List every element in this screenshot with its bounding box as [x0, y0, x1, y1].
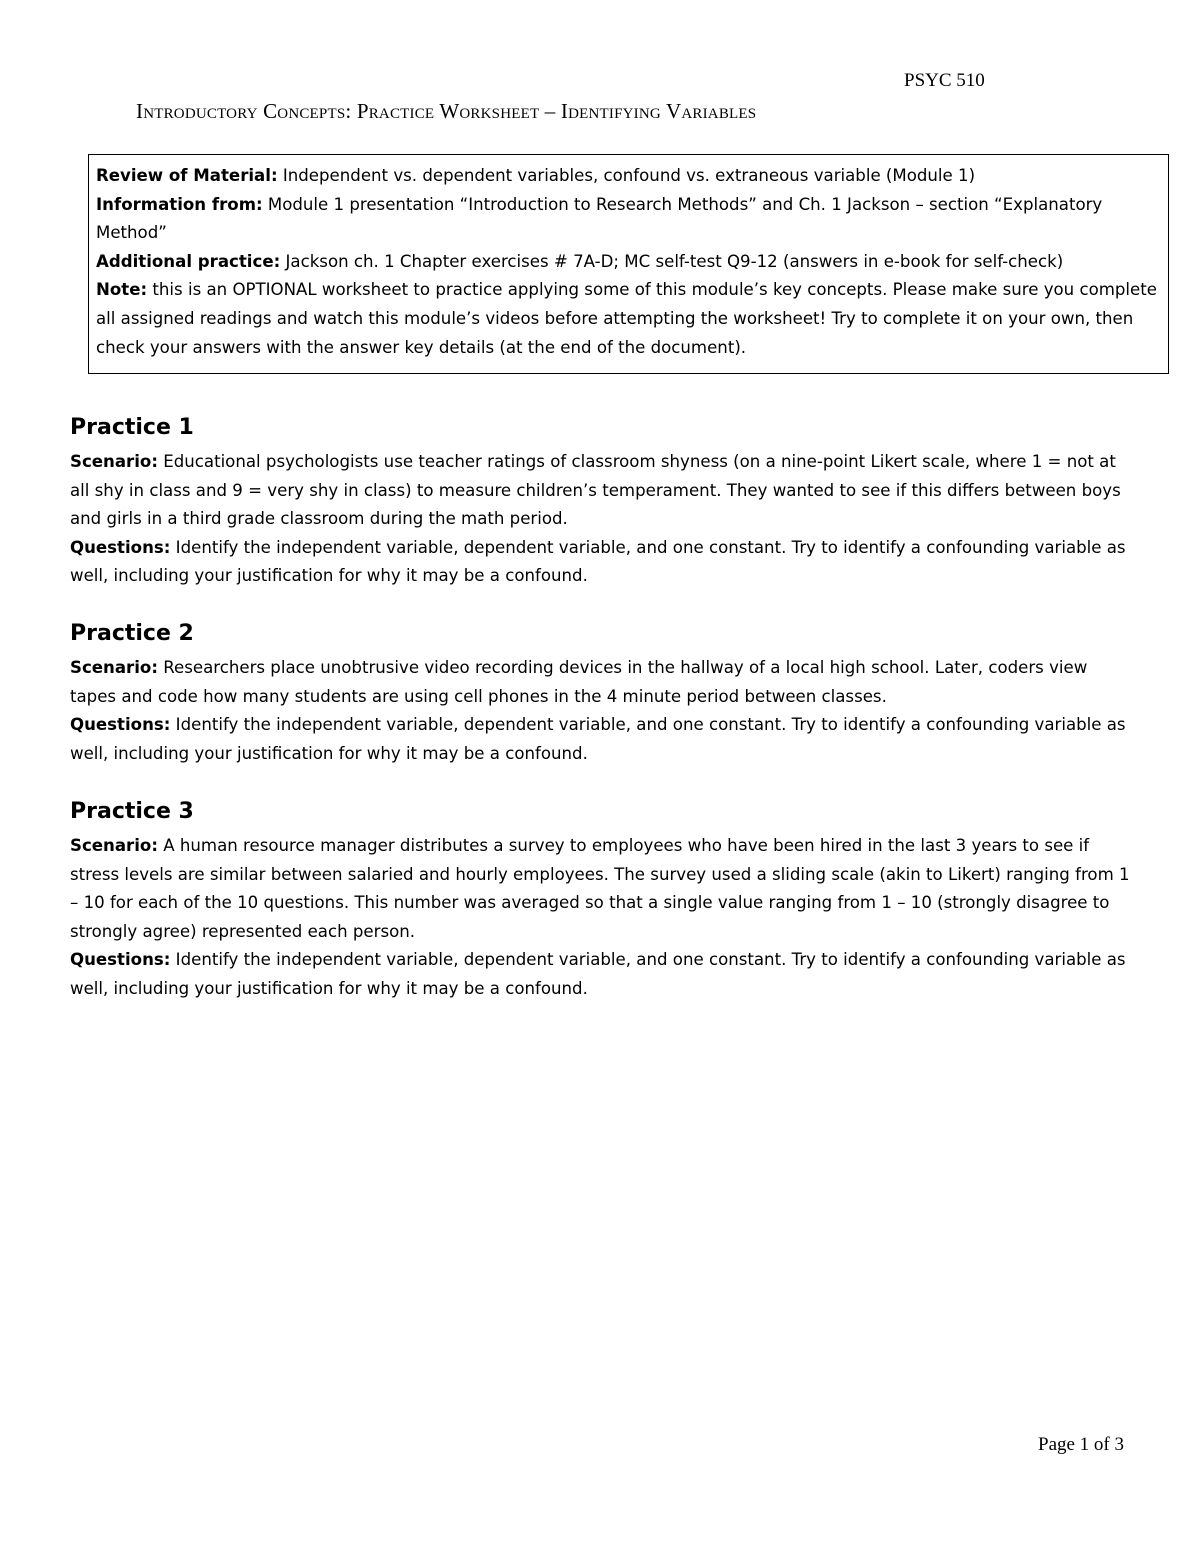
- review-of-material-line: [96, 162, 1162, 191]
- questions-text: Identify the independent variable, dependent variable, and one constant. Try to identify a confounding variable as well, including your justification for why it may be a confound.: [70, 537, 1126, 586]
- questions-label: Questions:: [70, 950, 171, 970]
- note-text: this is an OPTIONAL worksheet to practice applying some of this module’s key concepts. Please make sure you complete all assigned readings and watch this module’s videos before attempting the worksheet! Try to complete it on your own, then check your answers with the answer key details (at the end of the document).: [96, 280, 1157, 357]
- questions-label: Questions:: [70, 537, 171, 557]
- questions-text: Identify the independent variable, dependent variable, and one constant. Try to identify a confounding variable as well, including your justification for why it may be a confound.: [70, 715, 1126, 763]
- practice-section-2: [70, 620, 1132, 768]
- scenario-paragraph: [70, 654, 1132, 711]
- page-number: Page 1 of 3: [1038, 1434, 1125, 1455]
- scenario-paragraph: [70, 448, 1132, 534]
- information-text: Module 1 presentation “Introduction to Research Methods” and Ch. 1 Jackson – section “Explanatory Method”: [96, 194, 1103, 243]
- scenario-label: Scenario:: [70, 452, 158, 471]
- scenario-paragraph: [70, 832, 1132, 946]
- scenario-label: Scenario:: [70, 658, 158, 677]
- note-label: Note:: [96, 280, 148, 300]
- additional-practice-text: Jackson ch. 1 Chapter exercises # 7A-D; MC self-test Q9-12 (answers in e-book for self-check): [280, 251, 1064, 271]
- practice-section-1: [70, 414, 1132, 591]
- practice-heading: Practice 1: [70, 415, 194, 440]
- additional-practice-label: Additional practice:: [96, 251, 281, 271]
- practice-heading: Practice 2: [70, 621, 194, 646]
- questions-paragraph: [70, 946, 1132, 1003]
- review-box: [88, 154, 1169, 374]
- information-from-line: [96, 191, 1162, 248]
- information-label: Information from:: [96, 194, 263, 214]
- scenario-label: Scenario:: [70, 836, 158, 855]
- note-line: [96, 276, 1162, 362]
- questions-text: Identify the independent variable, dependent variable, and one constant. Try to identify a confounding variable as well, including your justification for why it may be a confound.: [70, 950, 1126, 998]
- review-label: Review of Material:: [96, 166, 278, 185]
- scenario-text: Educational psychologists use teacher ratings of classroom shyness (on a nine-point Likert scale, where 1 = not at all shy in class and 9 = very shy in class) to measure children’s temperament. They wanted to see if this differs between boys and girls in a third grade classroom during the math period.: [70, 452, 1121, 529]
- questions-paragraph: [70, 534, 1132, 591]
- questions-label: Questions:: [70, 715, 171, 735]
- course-code: PSYC 510: [904, 70, 985, 91]
- additional-practice-line: [96, 248, 1162, 277]
- review-text: Independent vs. dependent variables, confound vs. extraneous variable (Module 1): [277, 166, 976, 185]
- practice-section-3: [70, 798, 1132, 1004]
- practice-heading: Practice 3: [70, 799, 194, 824]
- questions-paragraph: [70, 711, 1132, 768]
- scenario-text: Researchers place unobtrusive video recording devices in the hallway of a local high school. Later, coders view tapes and code how many students are using cell phones in the 4 minute period between classes.: [70, 658, 1088, 706]
- scenario-text: A human resource manager distributes a survey to employees who have been hired in the last 3 years to see if stress levels are similar between salaried and hourly employees. The survey used a sliding scale (akin to Likert) ranging from 1 – 10 for each of the 10 questions. This number was averaged so that a single value ranging from 1 – 10 (strongly disagree to strongly agree) represented each person.: [70, 836, 1130, 941]
- document-title: Introductory Concepts: Practice Worksheet – Identifying Variables: [136, 99, 757, 123]
